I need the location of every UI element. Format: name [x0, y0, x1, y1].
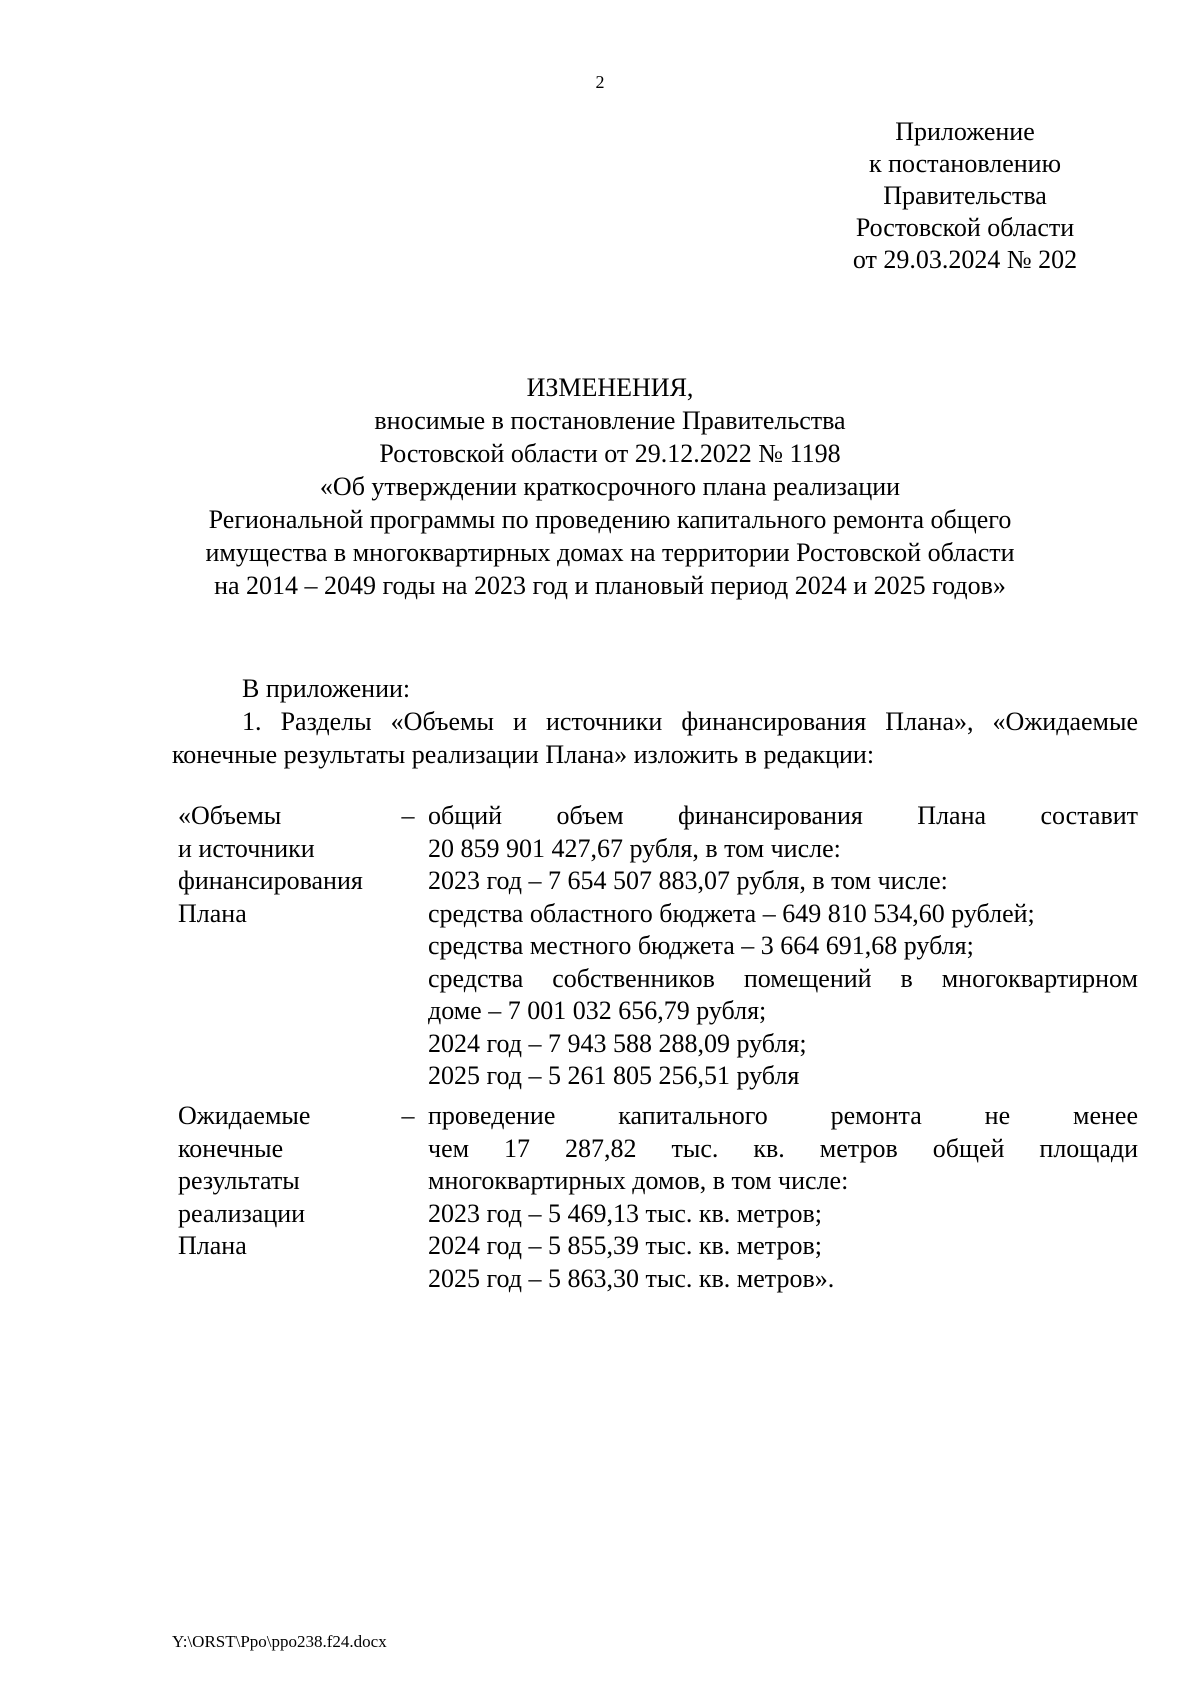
label-line: Плана	[178, 898, 247, 928]
content-line: чем 17 287,82 тыс. кв. метров общей площади	[428, 1133, 1138, 1163]
label-line: финансирования	[178, 866, 363, 895]
label-line: Плана	[178, 1231, 247, 1260]
content-line: 2024 год – 7 943 588 288,09 рубля;	[428, 1028, 807, 1058]
content-line: общий объем финансирования Плана составит	[428, 801, 1138, 830]
content-line: средства собственников помещений в многоквартирном	[428, 963, 1138, 993]
appendix-line: Ростовской области	[855, 213, 1075, 242]
document-title	[150, 371, 1070, 602]
row-dash: –	[401, 801, 415, 830]
content-line: 2025 год – 5 261 805 256,51 рубля	[428, 1061, 800, 1090]
row-content	[428, 1100, 1138, 1295]
content-line: проведение капитального ремонта не менее	[428, 1101, 1138, 1130]
content-line: 20 859 901 427,67 рубля, в том числе:	[428, 833, 841, 863]
content-line: 2024 год – 5 855,39 тыс. кв. метров;	[428, 1231, 822, 1260]
appendix-line: к постановлению	[868, 149, 1062, 178]
title-line: имущества в многоквартирных домах на территории Ростовской области	[205, 538, 1015, 567]
intro-paragraph: В приложении:	[242, 674, 411, 703]
title-line: Региональной программы по проведению капитального ремонта общего	[208, 505, 1012, 534]
title-line: «Об утверждении краткосрочного плана реализации	[319, 472, 901, 501]
row-label	[178, 1100, 388, 1295]
page-number: 2	[595, 72, 605, 92]
label-line: реализации	[178, 1198, 306, 1228]
table-row-results	[178, 1100, 1138, 1295]
title-line: вносимые в постановление Правительства	[374, 406, 846, 435]
title-line: Ростовской области от 29.12.2022 № 1198	[379, 439, 841, 468]
content-line: многоквартирных домов, в том числе:	[428, 1166, 849, 1195]
body-text	[172, 672, 1138, 771]
item1-line: 1. Разделы «Объемы и источники финансирования Плана», «Ожидаемые	[242, 707, 1138, 736]
row-dash: –	[401, 1101, 415, 1130]
row-content	[428, 800, 1138, 1093]
content-line: 2023 год – 7 654 507 883,07 рубля, в том числе:	[428, 866, 948, 895]
row-label	[178, 800, 388, 1093]
content-line: средства областного бюджета – 649 810 534,60 рублей;	[428, 898, 1035, 928]
label-line: «Объемы	[178, 801, 282, 830]
appendix-line: от 29.03.2024 № 202	[852, 245, 1078, 274]
content-line: 2023 год – 5 469,13 тыс. кв. метров;	[428, 1198, 822, 1228]
label-line: Ожидаемые	[178, 1101, 311, 1130]
appendix-line: Правительства	[883, 181, 1047, 210]
appendix-header	[835, 116, 1095, 276]
appendix-line: Приложение	[895, 117, 1035, 146]
content-line: доме – 7 001 032 656,79 рубля;	[428, 996, 767, 1025]
content-line: средства местного бюджета – 3 664 691,68 рубля;	[428, 931, 974, 960]
file-path-footer: Y:\ORST\Ppo\ppo238.f24.docx	[172, 1632, 387, 1651]
label-line: результаты	[178, 1166, 300, 1195]
label-line: и источники	[178, 833, 315, 863]
title-heading: ИЗМЕНЕНИЯ,	[526, 373, 694, 402]
content-line: 2025 год – 5 863,30 тыс. кв. метров».	[428, 1263, 835, 1293]
table-row-financing	[178, 800, 1138, 1093]
item1-line: конечные результаты реализации Плана» изложить в редакции:	[172, 740, 875, 769]
title-line: на 2014 – 2049 годы на 2023 год и плановый период 2024 и 2025 годов»	[214, 571, 1006, 600]
label-line: конечные	[178, 1133, 284, 1163]
